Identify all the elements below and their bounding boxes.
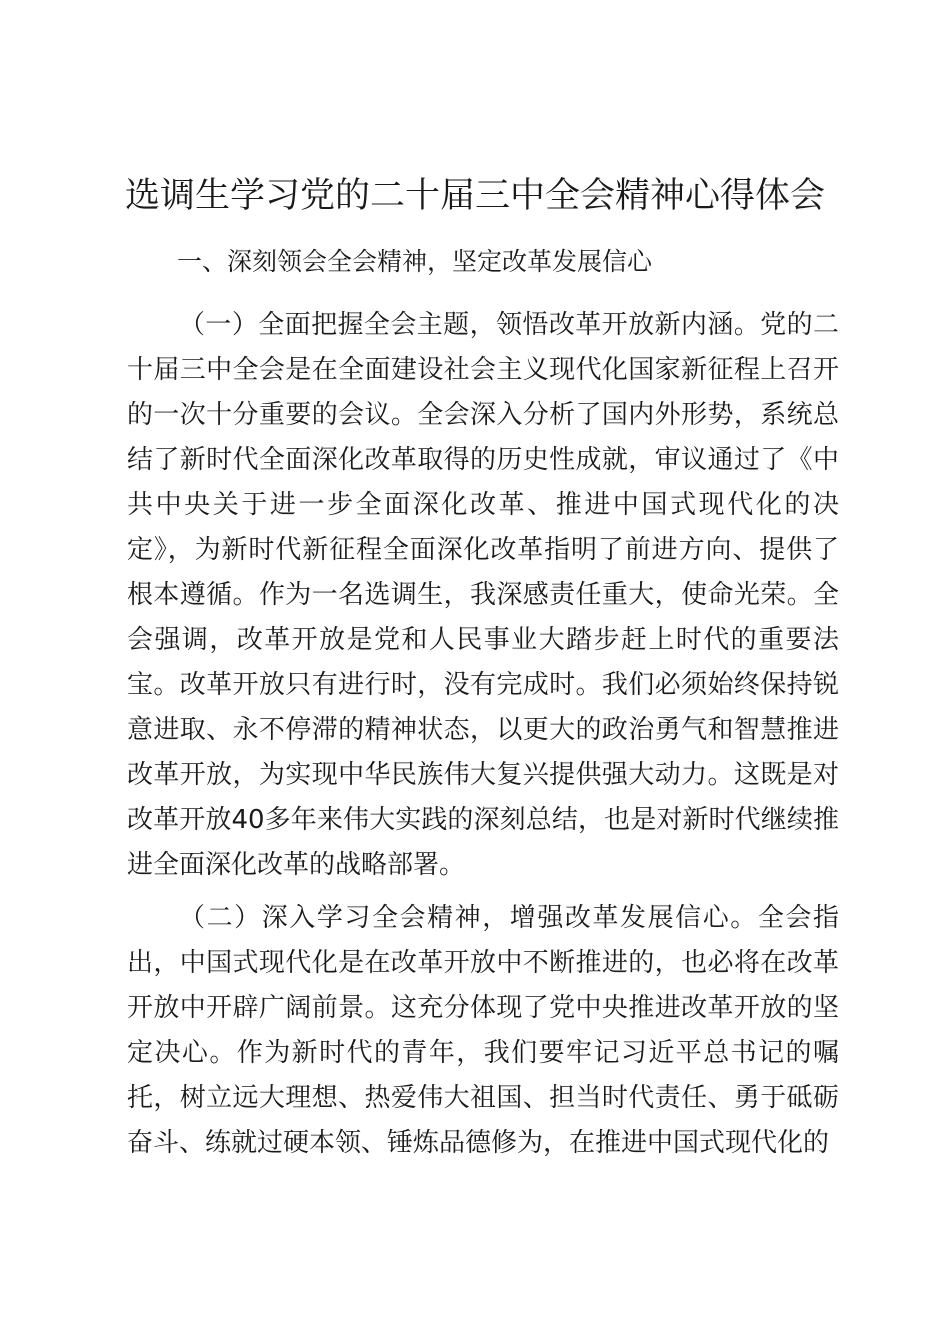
- paragraph-2: （二）深入学习全会精神，增强改革发展信心。全会指出，中国式现代化是在改革开放中不断推进的，也必将在改革开放中开辟广阔前景。这充分体现了党中央推进改革开放的坚定决心。作为新时代的青年，我们要牢记习近平总书记的嘱托，树立远大理想、热爱伟大祖国、担当时代责任、勇于砥砺奋斗、练就过硬本领、锤炼品德修为，在推进中国式现代化的: [127, 903, 839, 1158]
- document-title: 选调生学习党的二十届三中全会精神心得体会: [124, 176, 825, 216]
- section-heading: 一、深刻领会全会精神，坚定改革发展信心: [177, 247, 653, 276]
- paragraph-1: （一）全面把握全会主题，领悟改革开放新内涵。党的二十届三中全会是在全面建设社会主义现代化国家新征程上召开的一次十分重要的会议。全会深入分析了国内外形势，系统总结了新时代全面深化改革取得的历史性成就，审议通过了《中共中央关于进一步全面深化改革、推进中国式现代化的决定》，为新时代新征程全面深化改革指明了前进方向、提供了根本遵循。作为一名选调生，我深感责任重大，使命光荣。全会强调，改革开放是党和人民事业大踏步赶上时代的重要法宝。改革开放只有进行时，没有完成时。我们必须始终保持锐意进取、永不停滞的精神状态，以更大的政治勇气和智慧推进改革开放，为实现中华民族伟大复兴提供强大动力。这既是对改革开放40多年来伟大实践的深刻总结，也是对新时代继续推进全面深化改革的战略部署。: [127, 310, 839, 880]
